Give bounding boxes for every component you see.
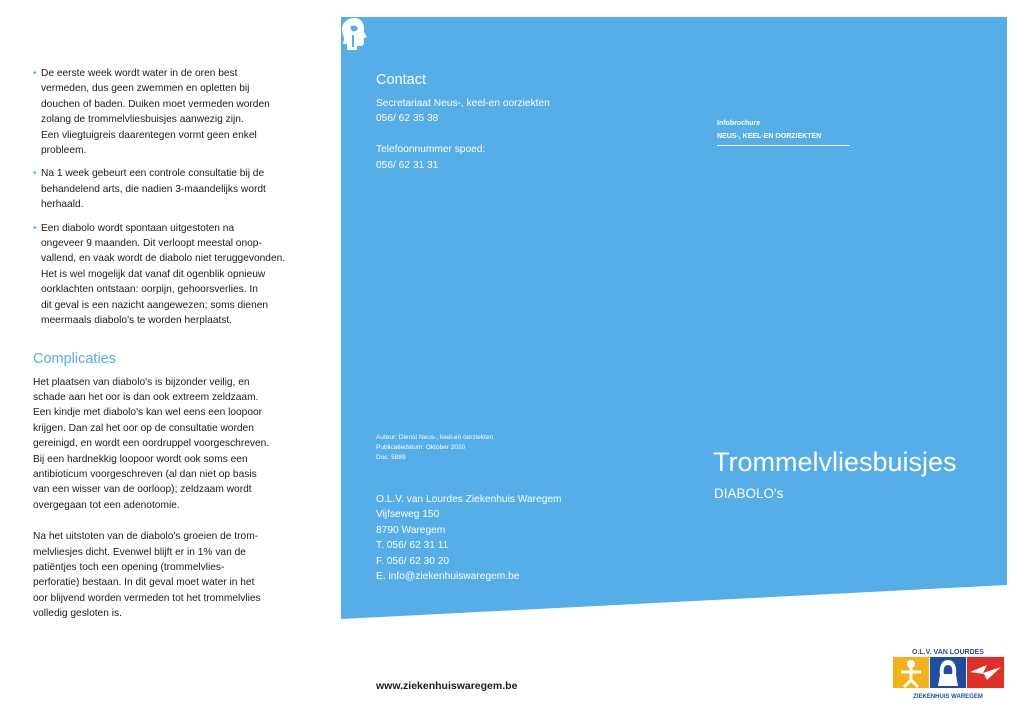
page-subtitle: DIABOLO's — [714, 486, 784, 501]
bullet-item: • Na 1 week gebeurt een controle consultatie bij de behandelend arts, die nadien 3-maandelijks wordt herhaald. — [33, 168, 266, 211]
logo-top-text: O.L.V. VAN LOURDES — [912, 649, 984, 656]
head-profile-icon — [341, 17, 369, 51]
cover-panel — [341, 17, 1007, 619]
section-heading: Complicaties — [33, 350, 116, 367]
contact-heading: Contact — [376, 72, 426, 88]
hospital-logo-icon — [891, 646, 1006, 700]
logo-bottom-text: ZIEKENHUIS WAREGEM — [913, 694, 983, 700]
left-column — [33, 66, 293, 638]
brochure-label: Infobrochure — [717, 120, 761, 127]
paragraph: Het plaatsen van diabolo's is bijzonder veilig, en schade aan het oor is dan ook extreem zeldzaam. Een kindje met diabolo's kan wel eens een loopoor krijgen. Dan zal het oor op de consultatie worden gereinigd, en wordt een oordruppel voorgeschreven. Bij een hardnekkig loopoor wordt ook soms een antibioticum voorgeschreven (al dan niet op basis van een wisser van de oorloop); zeldzaam wordt overgegaan tot een adenotomie. — [33, 376, 270, 511]
bullet-list — [33, 66, 293, 329]
author-info: Auteur: Dienst Neus-, keel-en oorziekten Publicatiedatum: Oktober 2020 Doc: 5889 — [376, 434, 494, 461]
bullet-item: • Een diabolo wordt spontaan uitgestoten na ongeveer 9 maanden. Dit verloopt meestal onop- vallend, en vaak wordt de diabolo niet teruggevonden. Het is wel mogelijk dat vanaf dit ogenblik opnieuw oorklachten ontstaan: oorpijn, gehoorsverlies. In dit geval is een nazicht aangewezen; soms dienen meermaals diabolo's te worden herplaatst. — [33, 222, 286, 327]
bullet-item: • De eerste week wordt water in de oren best vermeden, dus geen zwemmen en opletten bij douchen of baden. Duiken moet vermeden worden zolang de trommelvliesbuisjes aanwezig zijn. Een vliegtuigreis daarentegen vormt geen enkel probleem. — [33, 68, 270, 157]
bullet-dot-icon: • — [33, 68, 37, 79]
hospital-address: O.L.V. van Lourdes Ziekenhuis Waregem Vijfseweg 150 8790 Waregem T. 056/ 62 31 11 F. 056/ 62 30 20 E. info@ziekenhuiswaregem.be — [376, 494, 562, 583]
bullet-dot-icon: • — [33, 168, 37, 180]
website-link[interactable]: www.ziekenhuiswaregem.be — [376, 680, 518, 692]
page-title: Trommelvliesbuisjes — [713, 447, 957, 477]
paragraph: Na het uitstoten van de diabolo's groeien de trom- melvliesjes dicht. Evenwel blijft er in 1% van de patiëntjes toch een opening (trommelvlies- perforatie) bestaan. In dit geval moet water in het oor blijvend worden vermeden tot het trommelvlies volledig gesloten is. — [33, 531, 261, 620]
contact-details: Secretariaat Neus-, keel-en oorziekten 056/ 62 35 38 Telefoonnummer spoed: 056/ 62 31 31 — [376, 98, 550, 171]
brochure-subject: NEUS-, KEEL-EN OORZIEKTEN — [717, 133, 850, 146]
bullet-dot-icon: • — [33, 222, 37, 234]
